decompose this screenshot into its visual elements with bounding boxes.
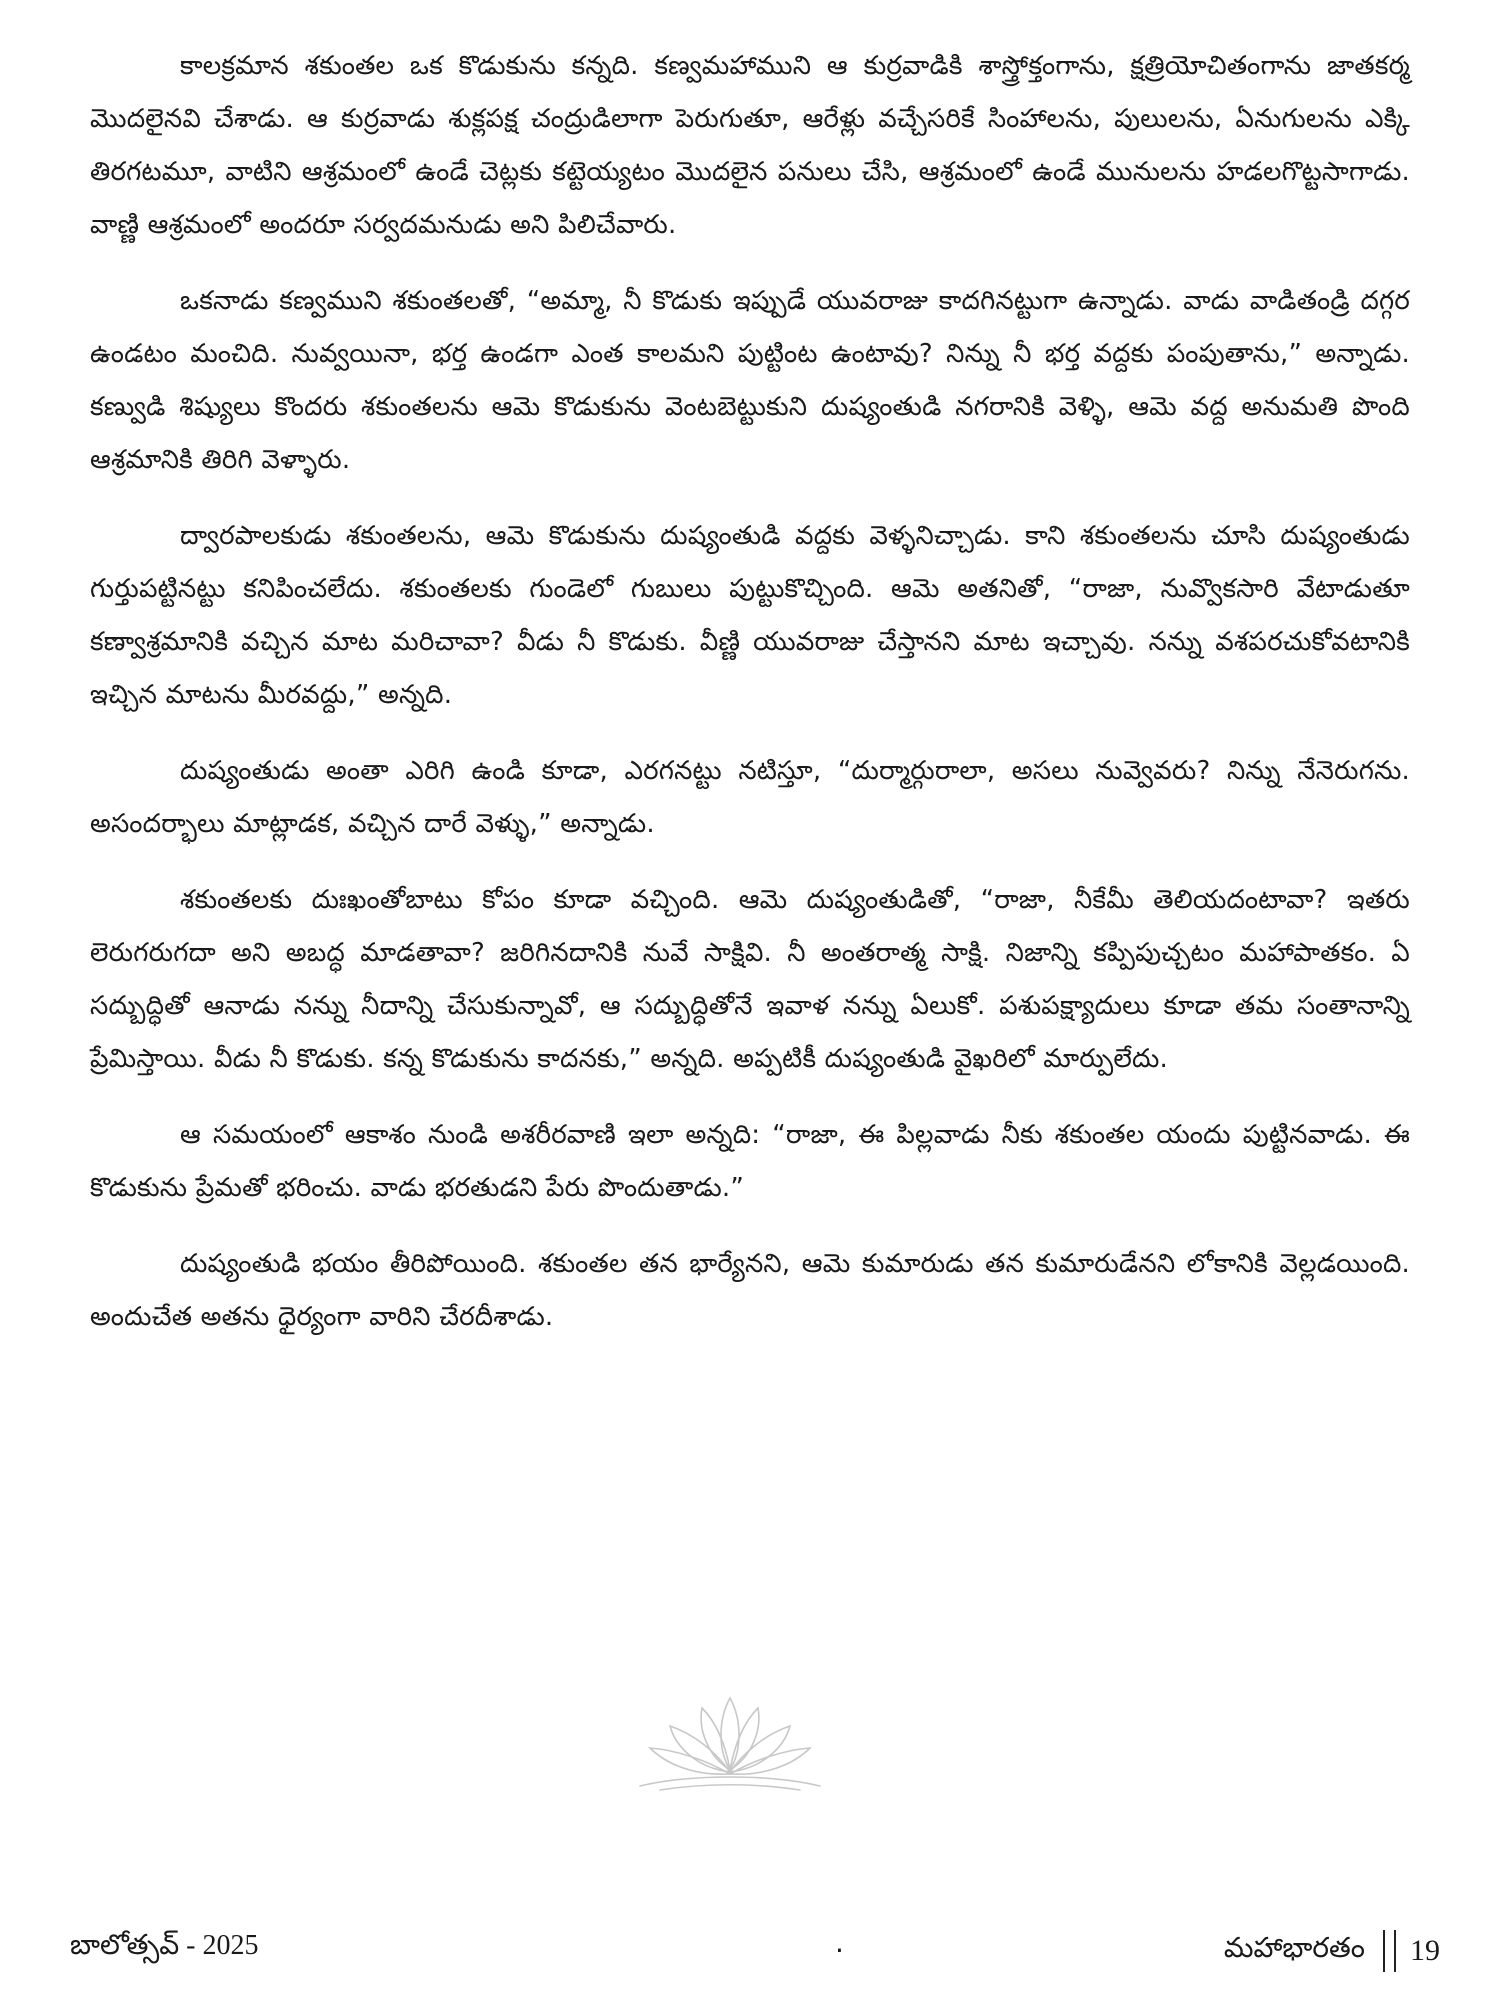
lotus-icon — [610, 1690, 850, 1800]
paragraph-4: దుష్యంతుడు అంతా ఎరిగి ఉండి కూడా, ఎరగనట్టు నటిస్తూ, “దుర్మార్గురాలా, అసలు నువ్వెవరు? నిన్ను నేనెరుగను. అసందర్భాలు మాట్లాడక, వచ్చిన దారే వెళ్ళు,” అన్నాడు. — [90, 756, 1410, 839]
footer-book-title: మహాభారతం — [1223, 1931, 1365, 1964]
paragraph-2: ఒకనాడు కణ్వముని శకుంతలతో, “అమ్మా, నీ కొడుకు ఇప్పుడే యువరాజు కాదగినట్టుగా ఉన్నాడు. వాడు వాడితండ్రి దగ్గర ఉండటం మంచిది. నువ్వయినా, భర్త ఉండగా ఎంత కాలమని పుట్టింట ఉంటావు? నిన్ను నీ భర్త వద్దకు పంపుతాను,” అన్నాడు. కణ్వుడి శిష్యులు కొందరు శకుంతలను ఆమె కొడుకును వెంటబెట్టుకుని దుష్యంతుడి నగరానికి వెళ్ళి, ఆమె వద్ద అనుమతి పొంది ఆశ్రమానికి తిరిగి వెళ్ళారు. — [90, 286, 1410, 475]
footer-right — [1224, 1930, 1440, 1972]
page-number: 19 — [1410, 1934, 1440, 1967]
body-text — [90, 40, 1410, 1367]
paragraph-3: ద్వారపాలకుడు శకుంతలను, ఆమె కొడుకును దుష్యంతుడి వద్దకు వెళ్ళనిచ్చాడు. కాని శకుంతలను చూసి దుష్యంతుడు గుర్తుపట్టినట్టు కనిపించలేదు. శకుంతలకు గుండెలో గుబులు పుట్టుకొచ్చింది. ఆమె అతనితో, “రాజా, నువ్వొకసారి వేటాడుతూ కణ్వాశ్రమానికి వచ్చిన మాట మరిచావా? వీడు నీ కొడుకు. వీణ్ణి యువరాజు చేస్తానని మాట ఇచ్చావు. నన్ను వశపరచుకోవటానికి ఇచ్చిన మాటను మీరవద్దు,” అన్నది. — [90, 521, 1410, 710]
paragraph-7: దుష్యంతుడి భయం తీరిపోయింది. శకుంతల తన భార్యేనని, ఆమె కుమారుడు తన కుమారుడేనని లోకానికి వెల్లడయింది. అందుచేత అతను ధైర్యంగా వారిని చేరదీశాడు. — [90, 1249, 1410, 1332]
paragraph-5: శకుంతలకు దుఃఖంతోబాటు కోపం కూడా వచ్చింది. ఆమె దుష్యంతుడితో, “రాజా, నీకేమీ తెలియదంటావా? ఇతరు లెరుగరుగదా అని అబద్ధ మాడతావా? జరిగినదానికి నువే సాక్షివి. నీ అంతరాత్మ సాక్షి. నిజాన్ని కప్పిపుచ్చటం మహాపాతకం. ఏ సద్బుద్ధితో ఆనాడు నన్ను నీదాన్ని చేసుకున్నావో, ఆ సద్బుద్ధితోనే ఇవాళ నన్ను ఏలుకో. పశుపక్ష్యాదులు కూడా తమ సంతానాన్ని ప్రేమిస్తాయి. వీడు నీ కొడుకు. కన్న కొడుకును కాదనకు,” అన్నది. అప్పటికీ దుష్యంతుడి వైఖరిలో మార్పులేదు. — [90, 885, 1410, 1074]
page-footer — [60, 1926, 1440, 1980]
footer-dot: . — [835, 1926, 844, 1959]
paragraph-1: కాలక్రమాన శకుంతల ఒక కొడుకును కన్నది. కణ్వమహాముని ఆ కుర్రవాడికి శాస్త్రోక్తంగాను, క్షత్రియోచితంగాను జాతకర్మ మొదలైనవి చేశాడు. ఆ కుర్రవాడు శుక్లపక్ష చంద్రుడిలాగా పెరుగుతూ, ఆరేళ్లు వచ్చేసరికే సింహాలను, పులులను, ఏనుగులను ఎక్కి తిరగటమూ, వాటిని ఆశ్రమంలో ఉండే చెట్లకు కట్టెయ్యటం మొదలైన పనులు చేసి, ఆశ్రమంలో ఉండే మునులను హడలగొట్టసాగాడు. వాణ్ణి ఆశ్రమంలో అందరూ సర్వదమనుడు అని పిలిచేవారు. — [90, 51, 1410, 240]
paragraph-6: ఆ సమయంలో ఆకాశం నుండి అశరీరవాణి ఇలా అన్నది: “రాజా, ఈ పిల్లవాడు నీకు శకుంతల యందు పుట్టినవాడు. ఈ కొడుకును ప్రేమతో భరించు. వాడు భరతుడని పేరు పొందుతాడు.” — [90, 1120, 1410, 1203]
footer-divider — [1383, 1930, 1396, 1972]
footer-event-label: బాలోత్సవ్ - 2025 — [70, 1930, 259, 1961]
